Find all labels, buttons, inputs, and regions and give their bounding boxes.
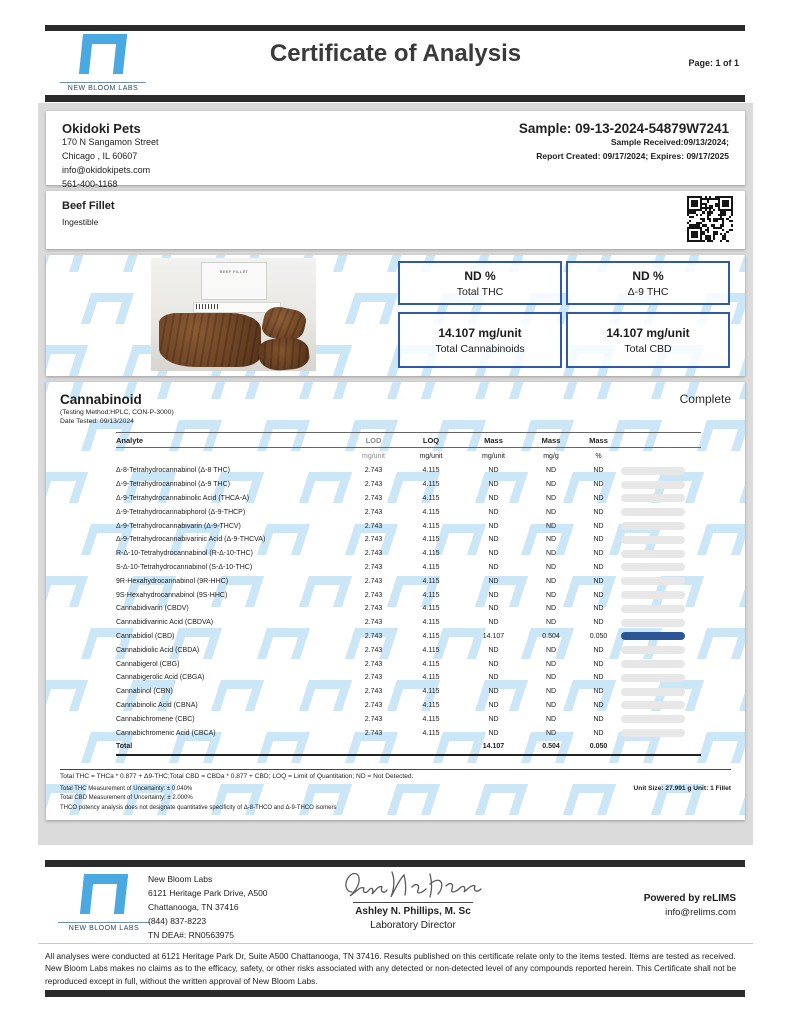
product-name: Beef Fillet: [62, 200, 115, 212]
product-card: [46, 191, 745, 249]
nd-result-bar: [621, 646, 685, 654]
result-box-d9-thc: [566, 261, 730, 305]
nd-result-bar: [621, 674, 685, 682]
nd-result-bar: [621, 591, 685, 599]
lab-logo-text: NEW BLOOM LABS: [60, 82, 146, 92]
analyte-row: R-Δ-10-Tetrahydrocannabinol (R-Δ-10-THC) 2.743 4.115 ND ND ND: [116, 547, 701, 561]
lab-logo-icon: [80, 874, 128, 914]
lab-logo-text: NEW BLOOM LABS: [58, 922, 150, 932]
product-type: Ingestible: [62, 217, 99, 227]
analyte-row: Cannabigerol (CBG) 2.743 4.115 ND ND ND: [116, 657, 701, 671]
result-value: ND %: [464, 268, 496, 283]
signatory-title: Laboratory Director: [370, 920, 456, 931]
col-mass-pct: Mass: [576, 433, 621, 448]
calculation-footnote: Total THC = THCa * 0.877 + Δ9-THC;Total CBD = CBDa * 0.877 + CBD; LOQ = Limit of Quantitation; ND = Not Detected.: [60, 769, 731, 780]
analyte-row: 9R-Hexahydrocannabinol (9R-HHC) 2.743 4.115 ND ND ND: [116, 574, 701, 588]
analyte-row: Δ-8-Tetrahydrocannabinol (Δ-8 THC) 2.743 4.115 ND ND ND: [116, 464, 701, 478]
col-loq: LOQ: [401, 433, 461, 448]
client-card: [46, 111, 745, 189]
client-phone: 561-400-1168: [62, 178, 118, 189]
analyte-row: Cannabinolic Acid (CBNA) 2.743 4.115 ND ND ND: [116, 699, 701, 713]
analyte-row: Cannabidivarinic Acid (CBDVA) 2.743 4.115 ND ND ND: [116, 616, 701, 630]
nd-result-bar: [621, 467, 685, 475]
date-tested: Date Tested: 09/13/2024: [60, 418, 134, 425]
footer-lab-logo: [58, 874, 150, 932]
client-address2: Chicago , IL 60607: [62, 150, 138, 161]
signature: [338, 866, 488, 902]
section-title: Cannabinoid: [60, 392, 142, 407]
nd-result-bar: [621, 715, 685, 723]
sample-received: Sample Received:09/13/2024;: [610, 137, 729, 147]
result-label: Total CBD: [624, 342, 672, 355]
section-status: Complete: [679, 392, 731, 406]
col-lod: LOD: [346, 433, 401, 448]
uncertainty-notes: Total THC Measurement of Uncertainty: ± 0.040% Total CBD Measurement of Uncertainty: ± 2.000% THCO potency analysis does not designate quantitative specificity of Δ-8-THCO and Δ-9-THCO isomers: [60, 786, 337, 811]
beef-fillet-piece: [159, 313, 261, 367]
cbd-result-bar: [621, 632, 685, 640]
lab-contact-info: New Bloom Labs 6121 Heritage Park Drive, A500 Chattanooga, TN 37416 (844) 837-8223 TN DEA#: RN0563975: [148, 874, 268, 941]
col-mass-g: Mass: [526, 433, 576, 448]
signature-block: [328, 866, 498, 931]
summary-card: [46, 255, 745, 376]
page-number: Page: 1 of 1: [688, 58, 739, 68]
powered-by-block: [644, 893, 736, 918]
result-box-total-cannabinoids: [398, 312, 562, 368]
nd-result-bar: [621, 729, 685, 737]
nd-result-bar: [621, 701, 685, 709]
nd-result-bar: [621, 688, 685, 696]
content-band: [38, 103, 753, 845]
nd-result-bar: [621, 536, 685, 544]
analyte-table-header: [116, 433, 701, 448]
col-bar: [621, 433, 701, 448]
col-analyte: Analyte: [116, 433, 346, 448]
nd-result-bar: [621, 577, 685, 585]
analyte-row: Cannabigerolic Acid (CBGA) 2.743 4.115 ND ND ND: [116, 671, 701, 685]
client-email: info@okidokipets.com: [62, 164, 151, 175]
nd-result-bar: [621, 522, 685, 530]
qr-code: [687, 196, 733, 242]
result-label: Total THC: [456, 285, 504, 298]
testing-method: (Testing Method:HPLC, CON-P-3000): [60, 409, 174, 416]
analyte-row: S-Δ-10-Tetrahydrocannabinol (S-Δ-10-THC) 2.743 4.115 ND ND ND: [116, 561, 701, 575]
total-row: Total 14.107 0.504 0.050: [116, 740, 701, 755]
nd-result-bar: [621, 550, 685, 558]
analyte-row: 9S-Hexahydrocannabinol (9S-HHC) 2.743 4.115 ND ND ND: [116, 588, 701, 602]
cannabinoid-card: [46, 382, 745, 820]
analyte-table-body: [116, 464, 701, 755]
result-value: 14.107 mg/unit: [606, 325, 690, 340]
legal-disclaimer: All analyses were conducted at 6121 Heritage Park Dr, Suite A500 Chattanooga, TN 37416. Results published on this certificate relate only to the items tested. Items are tested as received. New Bloom Labs makes no claims as to the efficacy, safety, or other risks associated with any detected or non-detected level of any compounds reported herein. This Certificate shall not be reproduced except in full, without the written approval of New Bloom Labs.: [45, 951, 737, 986]
unit-size-info: Unit Size: 27.991 g Unit: 1 Fillet: [633, 785, 731, 792]
result-box-total-thc: [398, 261, 562, 305]
powered-by-email: info@relims.com: [665, 907, 736, 918]
analyte-row: Cannabidiol (CBD) 2.743 4.115 14.107 0.504 0.050: [116, 630, 701, 644]
client-info: [62, 121, 159, 192]
nd-result-bar: [621, 563, 685, 571]
result-value: ND %: [632, 268, 664, 283]
footer-divider: [38, 943, 753, 944]
col-mass-unit: Mass: [461, 433, 526, 448]
page-title: Certificate of Analysis: [269, 40, 522, 67]
client-address1: 170 N Sangamon Street: [62, 137, 159, 147]
nd-result-bar: [621, 481, 685, 489]
analyte-row: Cannabinol (CBN) 2.743 4.115 ND ND ND: [116, 685, 701, 699]
analyte-row: Cannabidiolic Acid (CBDA) 2.743 4.115 ND ND ND: [116, 643, 701, 657]
signature-line: [353, 902, 473, 903]
analyte-row: Cannabichromenic Acid (CBCA) 2.743 4.115 ND ND ND: [116, 726, 701, 740]
sample-report-dates: Report Created: 09/17/2024; Expires: 09/17/2025: [536, 150, 729, 161]
analyte-row: Δ-9-Tetrahydrocannabivarinic Acid (Δ-9-THCVA) 2.743 4.115 ND ND ND: [116, 533, 701, 547]
analyte-row: Δ-9-Tetrahydrocannabivarin (Δ-9-THCV) 2.743 4.115 ND ND ND: [116, 519, 701, 533]
product-photo-label: BEEF FILLET: [201, 262, 267, 300]
sample-info: [519, 121, 729, 163]
powered-by: Powered by reLIMS: [643, 893, 736, 904]
nd-result-bar: [621, 605, 685, 613]
nd-result-bar: [621, 494, 685, 502]
result-value: 14.107 mg/unit: [438, 325, 522, 340]
result-label: Δ-9 THC: [627, 285, 669, 298]
beef-fillet-piece: [257, 335, 310, 371]
analyte-table-units: mg/unit mg/unit mg/unit mg/g %: [362, 452, 602, 460]
analyte-row: Δ-9-Tetrahydrocannabiphorol (Δ-9-THCP) 2.743 4.115 ND ND ND: [116, 505, 701, 519]
bottom-rule: [45, 990, 745, 997]
product-photo: [151, 258, 316, 371]
client-name: Okidoki Pets: [62, 121, 141, 136]
result-box-total-cbd: [566, 312, 730, 368]
sample-id: Sample: 09-13-2024-54879W7241: [518, 121, 729, 136]
analyte-row: Cannabichromene (CBC) 2.743 4.115 ND ND ND: [116, 712, 701, 726]
header-rule: [45, 95, 745, 102]
signatory-name: Ashley N. Phillips, M. Sc: [355, 906, 471, 917]
nd-result-bar: [621, 660, 685, 668]
nd-result-bar: [621, 508, 685, 516]
nd-result-bar: [621, 619, 685, 627]
analyte-row: Cannabidivarin (CBDV) 2.743 4.115 ND ND ND: [116, 602, 701, 616]
top-rule: [45, 25, 745, 31]
result-label: Total Cannabinoids: [435, 342, 525, 355]
analyte-row: Δ-9-Tetrahydrocannabinol (Δ-9 THC) 2.743 4.115 ND ND ND: [116, 478, 701, 492]
analyte-row: Δ-9-Tetrahydrocannabinolic Acid (THCA-A) 2.743 4.115 ND ND ND: [116, 492, 701, 506]
analyte-table: [116, 432, 701, 756]
